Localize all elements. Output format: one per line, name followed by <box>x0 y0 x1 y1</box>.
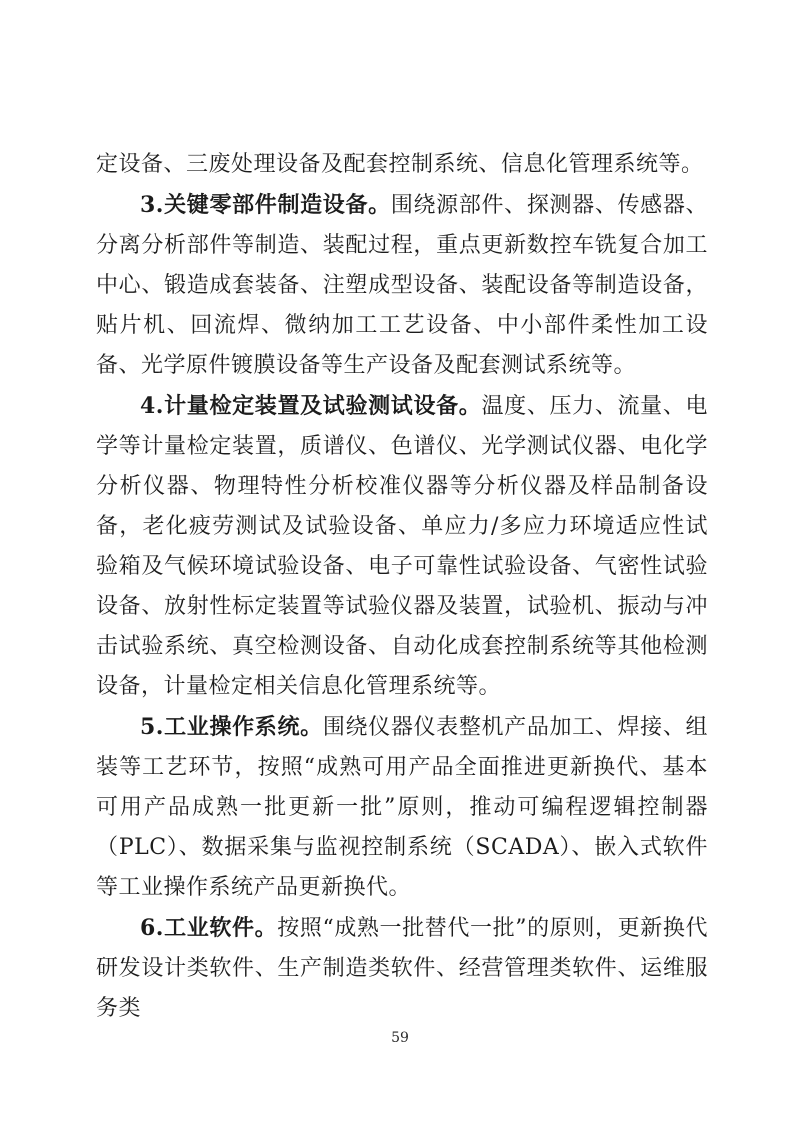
paragraph <box>96 908 708 1029</box>
paragraph-body: 定设备、三废处理设备及配套控制系统、信息化管理系统等。 <box>96 152 704 177</box>
paragraph <box>96 145 708 185</box>
page-number: 59 <box>391 1030 409 1046</box>
paragraph-body: 温度、压力、流量、电学等计量检定装置，质谱仪、色谱仪、光学测试仪器、电化学分析仪器、物理特性分析校准仪器等分析仪器及样品制备设备，老化疲劳测试及试验设备、单应力/多应力环境适应性试验箱及气候环境试验设备、电子可靠性试验设备、气密性试验设备、放射性标定装置等试验仪器及装置，试验机、振动与冲击试验系统、真空检测设备、自动化成套控制系统等其他检测设备，计量检定相关信息化管理系统等。 <box>96 394 708 699</box>
paragraph-heading: 6.工业软件。 <box>140 915 278 941</box>
paragraph-body: 围绕仪器仪表整机产品加工、焊接、组装等工艺环节，按照“成熟可用产品全面推进更新换代、基本可用产品成熟一批更新一批”原则，推动可编程逻辑控制器（PLC）、数据采集与监视控制系统（SCADA）、嵌入式软件等工业操作系统产品更新换代。 <box>96 715 708 900</box>
paragraph-body: 按照“成熟一批替代一批”的原则，更新换代研发设计类软件、生产制造类软件、经营管理类软件、运维服务类 <box>96 916 709 1021</box>
paragraph-heading: 5.工业操作系统。 <box>140 714 323 740</box>
paragraph-heading: 3.关键零部件制造设备。 <box>140 192 391 218</box>
paragraph-heading: 4.计量检定装置及试验测试设备。 <box>140 393 482 419</box>
paragraph <box>96 707 708 908</box>
paragraph-body: 围绕源部件、探测器、传感器、分离分析部件等制造、装配过程，重点更新数控车铣复合加工中心、锻造成套装备、注塑成型设备、装配设备等制造设备，贴片机、回流焊、微纳加工工艺设备、中小部件柔性加工设备、光学原件镀膜设备等生产设备及配套测试系统等。 <box>96 193 708 378</box>
document-body <box>96 145 708 1029</box>
paragraph <box>96 386 708 707</box>
paragraph <box>96 185 708 386</box>
